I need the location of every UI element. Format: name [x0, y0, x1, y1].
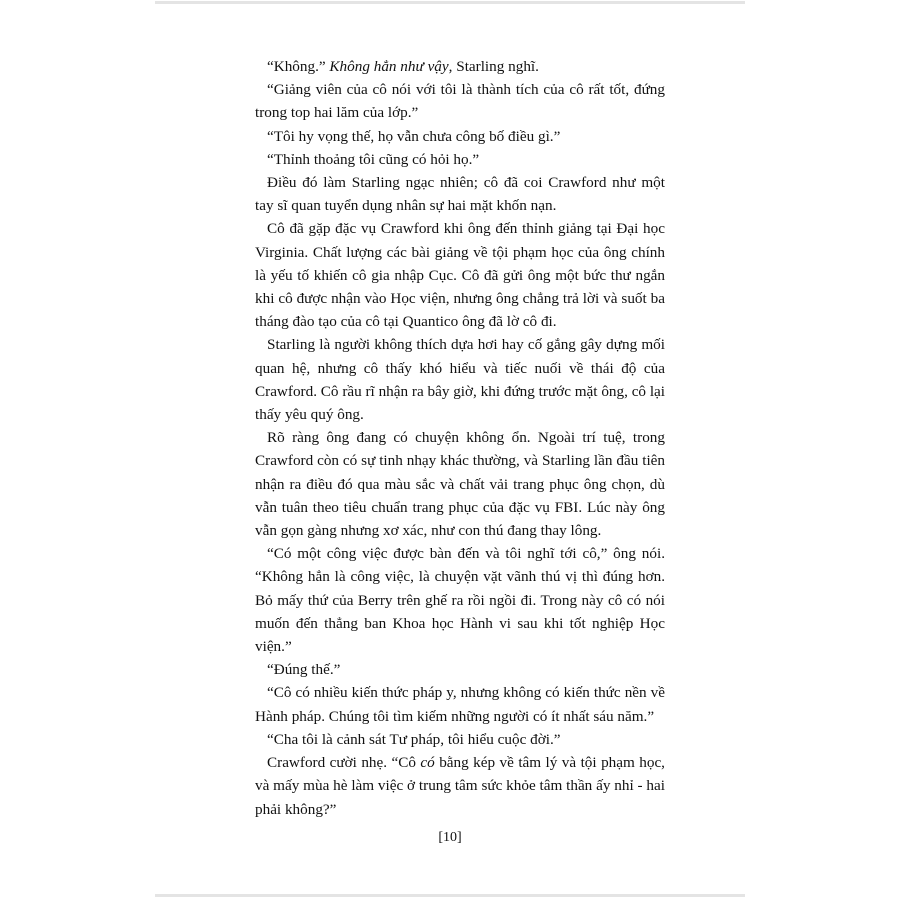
- top-divider: [155, 1, 745, 4]
- book-page-text: [255, 55, 665, 821]
- italic-emphasis: có: [420, 754, 435, 772]
- page-number: [10]: [438, 830, 462, 845]
- paragraph-6: Cô đã gặp đặc vụ Crawford khi ông đến thỉnh giảng tại Đại học Virginia. Chất lượng các bài giảng về tội phạm học của ông chính là yếu tố khiến cô gia nhập Cục. Cô đã gửi ông một bức thư ngắn khi cô được nhận vào Học viện, nhưng ông chẳng trả lời và suốt ba tháng đào tạo của cô tại Quantico ông đã lờ cô đi.: [255, 220, 665, 331]
- paragraph-2: “Giảng viên của cô nói với tôi là thành tích của cô rất tốt, đứng trong top hai lăm của lớp.”: [255, 81, 665, 122]
- italic-thought: Không hẳn như vậy: [329, 58, 449, 75]
- paragraph-4: “Thỉnh thoảng tôi cũng có hỏi họ.”: [267, 150, 480, 168]
- paragraph-11: “Cô có nhiều kiến thức pháp y, nhưng không có kiến thức nền về Hành pháp. Chúng tôi tìm kiếm những người có ít nhất sáu năm.”: [255, 684, 665, 725]
- paragraph-5: Điều đó làm Starling ngạc nhiên; cô đã coi Crawford như một tay sĩ quan tuyển dụng nhân sự hai mặt khốn nạn.: [255, 174, 665, 215]
- bottom-divider: [155, 894, 745, 897]
- paragraph-7: Starling là người không thích dựa hơi hay cố gắng gây dựng mối quan hệ, nhưng cô thấy khó hiểu và tiếc nuối về thái độ của Crawford. Cô rầu rĩ nhận ra bây giờ, khi đứng trước mặt ông, cô lại thấy yêu quý ông.: [255, 336, 666, 424]
- paragraph-12: “Cha tôi là cảnh sát Tư pháp, tôi hiểu cuộc đời.”: [267, 730, 561, 748]
- paragraph-10: “Đúng thế.”: [267, 661, 341, 679]
- paragraph-9: “Có một công việc được bàn đến và tôi nghĩ tới cô,” ông nói. “Không hẳn là công việc, là chuyện vặt vãnh thú vị thì đúng hơn. Bỏ mấy thứ của Berry trên ghế ra rồi ngồi đi. Trong này cô có nói muốn đến thẳng ban Khoa học Hành vi sau khi tốt nghiệp Học viện.”: [255, 545, 665, 656]
- paragraph-8: Rõ ràng ông đang có chuyện không ổn. Ngoài trí tuệ, trong Crawford còn có sự tinh nhạy khác thường, và Starling lần đầu tiên nhận ra điều đó qua màu sắc và chất vải trang phục ông chọn, dù vẫn tuân theo tiêu chuẩn trang phục của đặc vụ FBI. Lúc này ông vẫn gọn gàng nhưng xơ xác, như con thú đang thay lông.: [255, 429, 665, 540]
- paragraph-3: “Tôi hy vọng thế, họ vẫn chưa công bố điều gì.”: [267, 127, 561, 145]
- paragraph-13: Crawford cười nhẹ. “Cô có bằng kép về tâm lý và tội phạm học, và mấy mùa hè làm việc ở trung tâm sức khỏe tâm thần ấy nhỉ - hai phải không?”: [255, 754, 665, 818]
- paragraph-1: “Không.” Không hẳn như vậy, Starling nghĩ.: [267, 58, 539, 75]
